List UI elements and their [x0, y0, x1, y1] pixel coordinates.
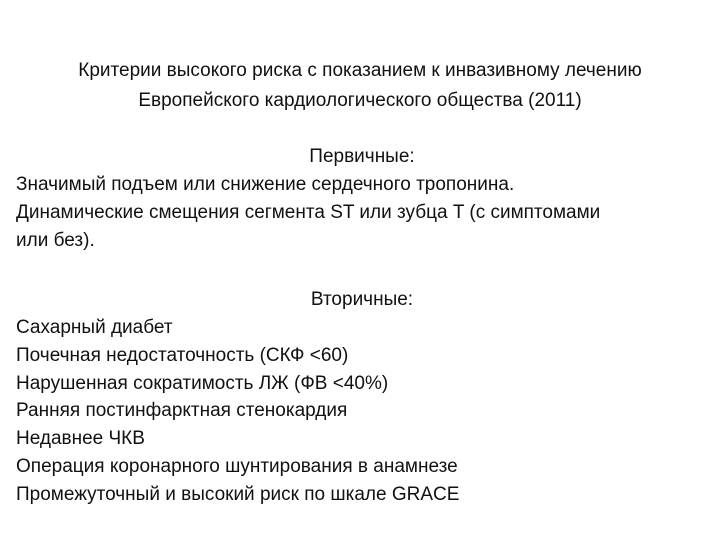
slide-title-line-1: Критерии высокого риска с показанием к инвазивному лечению: [78, 60, 642, 81]
list-item: Ранняя постинфарктная стенокардия: [16, 400, 348, 422]
primary-criteria-text: [16, 171, 706, 254]
list-item: Нарушенная сократимость ЛЖ (ФВ <40%): [16, 372, 389, 394]
primary-criteria-heading: Первичные:: [309, 146, 415, 167]
primary-criteria-line: Динамические смещения сегмента ST или зубца T (с симптомами: [16, 201, 601, 223]
list-item: Сахарный диабет: [16, 317, 173, 338]
slide-title: [20, 56, 700, 116]
list-item: Недавнее ЧКВ: [16, 428, 145, 450]
slide-title-line-2: Европейского кардиологического общества (2011): [138, 90, 582, 111]
list-item: Почечная недостаточность (СКФ <60): [16, 344, 349, 366]
secondary-criteria-list: [16, 314, 706, 509]
secondary-criteria-heading: Вторичные:: [310, 289, 414, 310]
list-item: Промежуточный и высокий риск по шкале GRACE: [16, 483, 460, 505]
primary-criteria-line: Значимый подъем или снижение сердечного тропонина.: [16, 174, 515, 195]
list-item: Операция коронарного шунтирования в анамнезе: [16, 455, 458, 477]
primary-criteria-line: или без).: [16, 229, 95, 251]
